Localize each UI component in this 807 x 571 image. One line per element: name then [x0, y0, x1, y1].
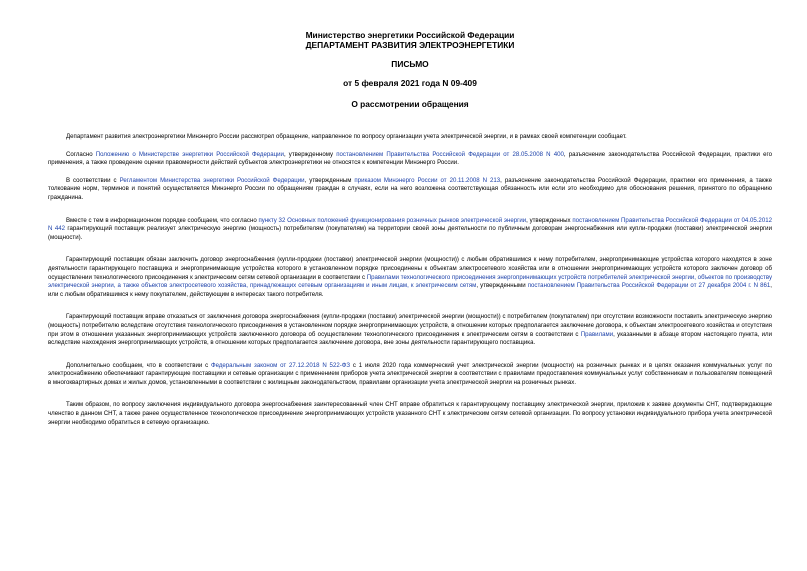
department-name: ДЕПАРТАМЕНТ РАЗВИТИЯ ЭЛЕКТРОЭНЕРГЕТИКИ	[305, 40, 515, 50]
link-government-decree-861[interactable]: постановлением Правительства Российской Федерации от 27 декабря 2004 г. N 861	[527, 282, 771, 290]
letter-header	[48, 30, 772, 88]
link-connection-rules[interactable]: Правилами технологического присоединения энергопринимающих устройств потребителей электрической энергии, объектов по производству электрической энергии, а также объектов электросетевого хозяйства, принадлежащих сетевым организациям и иным лицам, к электрическим сетям	[48, 273, 772, 290]
letter-body	[48, 133, 772, 427]
paragraph-8: Таким образом, по вопросу заключения индивидуального договора энергоснабжения заинтересованный член СНТ вправе обратиться к гарантирующему поставщику электрической энергии, приложив к заявке документы СНТ, подтверждающие членство в данном СНТ, а также ранее осуществленное технологическое присоединение энергопринимающих устройств указанного СНТ к электрическим сетям сетевой организации. По вопросу установки индивидуального прибора учета электрической энергии необходимо обратиться в сетевую организацию.	[48, 401, 772, 426]
link-rules[interactable]: Правилами	[580, 330, 614, 338]
document-type: ПИСЬМО	[391, 59, 429, 69]
link-point-32[interactable]: пункту 32 Основных положений функционирования розничных рынков электрической энергии	[258, 216, 527, 224]
paragraph-7: Дополнительно сообщаем, что в соответствии с Федеральным законом от 27.12.2018 N 522-ФЗ с 1 июля 2020 года коммерческий учет электрической энергии (мощности) на розничных рынках и в целях оказания коммунальных услуг по электроснабжению обеспечивают гарантирующие поставщики и сетевые организации с применением приборов учета электрической энергии в соответствии с правилами предоставления коммунальных услуг собственникам и пользователям помещений в многоквартирных домах и жилых домов, установленными в соответствии с жилищным законодательством, правилами организации учета электрической энергии на розничных рынках.	[48, 361, 772, 386]
link-ministry-reglament[interactable]: Регламентом Министерства энергетики Российской Федерации	[119, 176, 305, 184]
paragraph-5: Гарантирующий поставщик обязан заключить договор энергоснабжения (купли-продажи (поставки) электрической энергии (мощности)) с любым обратившимся к нему потребителем, энергопринимающие устройства которого находятся в зоне деятельности гарантирующего поставщика и энергопринимающие устройства которого в установленном порядке присоединены к объектам электросетевого хозяйства или в отношении энергопринимающих устройств которого заключен договор об осуществлении технологического присоединения к электрическим сетям сетевой организации в соответствии с Правилами технологического присоединения энергопринимающих устройств потребителей электрической энергии, объектов по производству электрической энергии, а также объектов электросетевого хозяйства, принадлежащих сетевым организациям и иным лицам, к электрическим сетям, утвержденными постановлением Правительства Российской Федерации от 27 декабря 2004 г. N 861, или с любым обратившимся к нему покупателем, действующим в интересах такого потребителя.	[48, 256, 772, 298]
paragraph-6: Гарантирующий поставщик вправе отказаться от заключения договора энергоснабжения (купли-продажи (поставки) электрической энергии (мощности)) с потребителем (покупателем) при отсутствии возможности поставить электрическую энергию (мощность) потребителю вследствие отсутствия технологического присоединения в установленном порядке энергопринимающих устройств, в отношении которых предполагается заключение договора, к объектам электросетевого хозяйства и отсутствия при этом в отношении указанных энергопринимающих устройств заключенного договора об осуществлении технологического присоединения к электрическим сетям в соответствии с Правилами, указанными в абзаце втором настоящего пункта, или вследствие нахождения энергопринимающих устройств, в отношении которых предполагается заключение договора, вне зоны деятельности гарантирующего поставщика.	[48, 313, 773, 347]
paragraph-1: Департамент развития электроэнергетики Минэнерго России рассмотрел обращение, направленное по вопросу организации учета электрической энергии, и в рамках своей компетенции сообщает.	[66, 133, 627, 140]
link-government-decree-442[interactable]: постановлением Правительства Российской Федерации от 04.05.2012 N 442	[48, 216, 772, 233]
link-federal-law-522[interactable]: Федеральным законом от 27.12.2018 N 522-ФЗ	[210, 361, 351, 369]
paragraph-2: Согласно Положению о Министерстве энергетики Российской Федерации, утвержденному постановлением Правительства Российской Федерации от 28.05.2008 N 400, разъяснение законодательства Российской Федерации, практики его применения, а также проведение оценки правомерности действий субъектов электроэнергетики не относятся к компетенции Минэнерго России.	[48, 150, 772, 167]
link-order-213[interactable]: приказом Минэнерго России от 20.11.2008 N 213	[354, 176, 501, 184]
document-date-number: от 5 февраля 2021 года N 09-409	[343, 78, 477, 88]
link-ministry-regulation[interactable]: Положению о Министерстве энергетики Российской Федерации	[95, 150, 284, 158]
letter-subject: О рассмотрении обращения	[351, 99, 469, 109]
paragraph-3: В соответствии с Регламентом Министерства энергетики Российской Федерации, утвержденным приказом Минэнерго России от 20.11.2008 N 213, разъяснение законодательства Российской Федерации, практики его применения, а также толкование норм, терминов и понятий осуществляется Минэнерго России по обращениям граждан в случаях, если на него возложена соответствующая обязанность или если это необходимо для обоснования решения, принятого по обращению гражданина.	[48, 176, 773, 201]
link-government-decree-400[interactable]: постановлением Правительства Российской Федерации от 28.05.2008 N 400	[336, 150, 564, 158]
ministry-name: Министерство энергетики Российской Федерации	[305, 30, 515, 40]
paragraph-4: Вместе с тем в информационном порядке сообщаем, что согласно пункту 32 Основных положений функционирования розничных рынков электрической энергии, утвержденных постановлением Правительства Российской Федерации от 04.05.2012 N 442 гарантирующий поставщик реализует электрическую энергию (мощность) потребителям (покупателям) на территории своей зоны деятельности по публичным договорам энергоснабжения или купли-продажи (поставки) электрической энергии (мощности).	[48, 216, 772, 241]
